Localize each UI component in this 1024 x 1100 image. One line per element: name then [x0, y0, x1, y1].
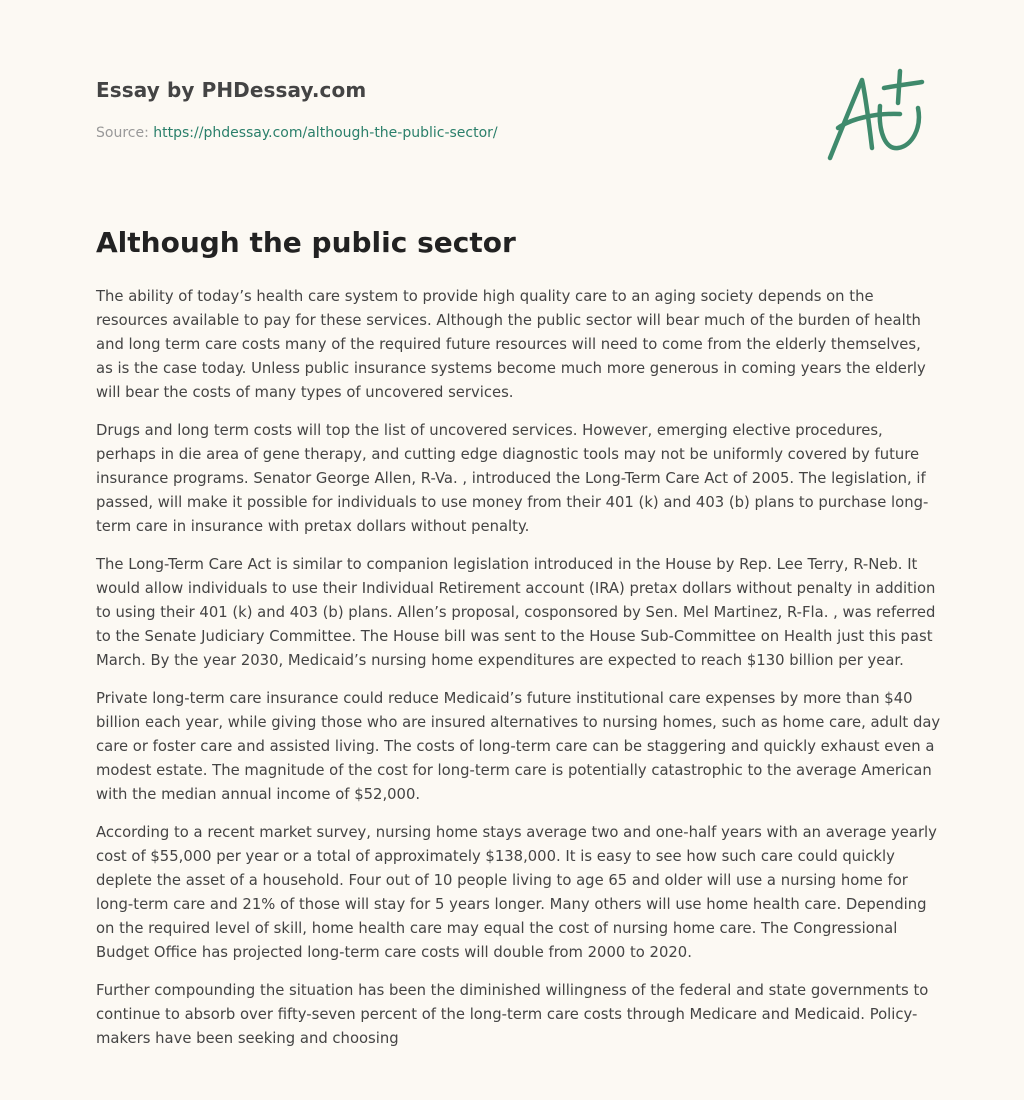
paragraph: The Long-Term Care Act is similar to companion legislation introduced in the House by Rep. Lee Terry, R-Neb. It would allow individuals to use their Individual Retirement account (IRA) pretax dollars without penalty in addition to using their 401 (k) and 403 (b) plans. Allen’s proposal, cosponsored by Sen. Mel Martinez, R-Fla. , was referred to the Senate Judiciary Committee. The House bill was sent to the House Sub-Committee on Health just this past March. By the year 2030, Medicaid’s nursing home expenditures are expected to reach $130 billion per year.: [96, 556, 936, 669]
article-body: [96, 285, 941, 1065]
paragraph: The ability of today’s health care system to provide high quality care to an aging society depends on the resources available to pay for these services. Although the public sector will bear much of the burden of health and long term care costs many of the required future resources will need to come from the elderly themselves, as is the case today. Unless public insurance systems become much more generous in coming years the elderly will bear the costs of many types of uncovered services.: [96, 288, 926, 401]
brand-title: Essay by PHDessay.com: [96, 78, 367, 102]
paragraph: Private long-term care insurance could reduce Medicaid’s future institutional care expenses by more than $40 billion each year, while giving those who are insured alternatives to nursing homes, such as home care, adult day care or foster care and assisted living. The costs of long-term care can be staggering and quickly exhaust even a modest estate. The magnitude of the cost for long-term care is potentially catastrophic to the average American with the median annual income of $52,000.: [96, 690, 941, 803]
paragraph: According to a recent market survey, nursing home stays average two and one-half years with an average yearly cost of $55,000 per year or a total of approximately $138,000. It is easy to see how such care could quickly deplete the asset of a household. Four out of 10 people living to age 65 and older will use a nursing home for long-term care and 21% of those will stay for 5 years longer. Many others will use home health care. Depending on the required level of skill, home health care may equal the cost of nursing home care. The Congressional Budget Office has projected long-term care costs will double from 2000 to 2020.: [96, 824, 937, 961]
source-link[interactable]: https://phdessay.com/although-the-public-sector/: [153, 125, 498, 141]
source-label: Source:: [96, 125, 154, 141]
a-plus-logo-icon: [822, 68, 928, 164]
site-header: [96, 78, 796, 141]
source-line: [96, 125, 498, 141]
paragraph: Drugs and long term costs will top the list of uncovered services. However, emerging elective procedures, perhaps in die area of gene therapy, and cutting edge diagnostic tools may not be uniformly covered by future insurance programs. Senator George Allen, R-Va. , introduced the Long-Term Care Act of 2005. The legislation, if passed, will make it possible for individuals to use money from their 401 (k) and 403 (b) plans to purchase long-term care in insurance with pretax dollars without penalty.: [96, 422, 929, 535]
article-title: Although the public sector: [96, 226, 516, 259]
paragraph: Further compounding the situation has been the diminished willingness of the federal and state governments to continue to absorb over fifty-seven percent of the long-term care costs through Medicare and Medicaid. Policy-makers have been seeking and choosing: [96, 982, 929, 1047]
